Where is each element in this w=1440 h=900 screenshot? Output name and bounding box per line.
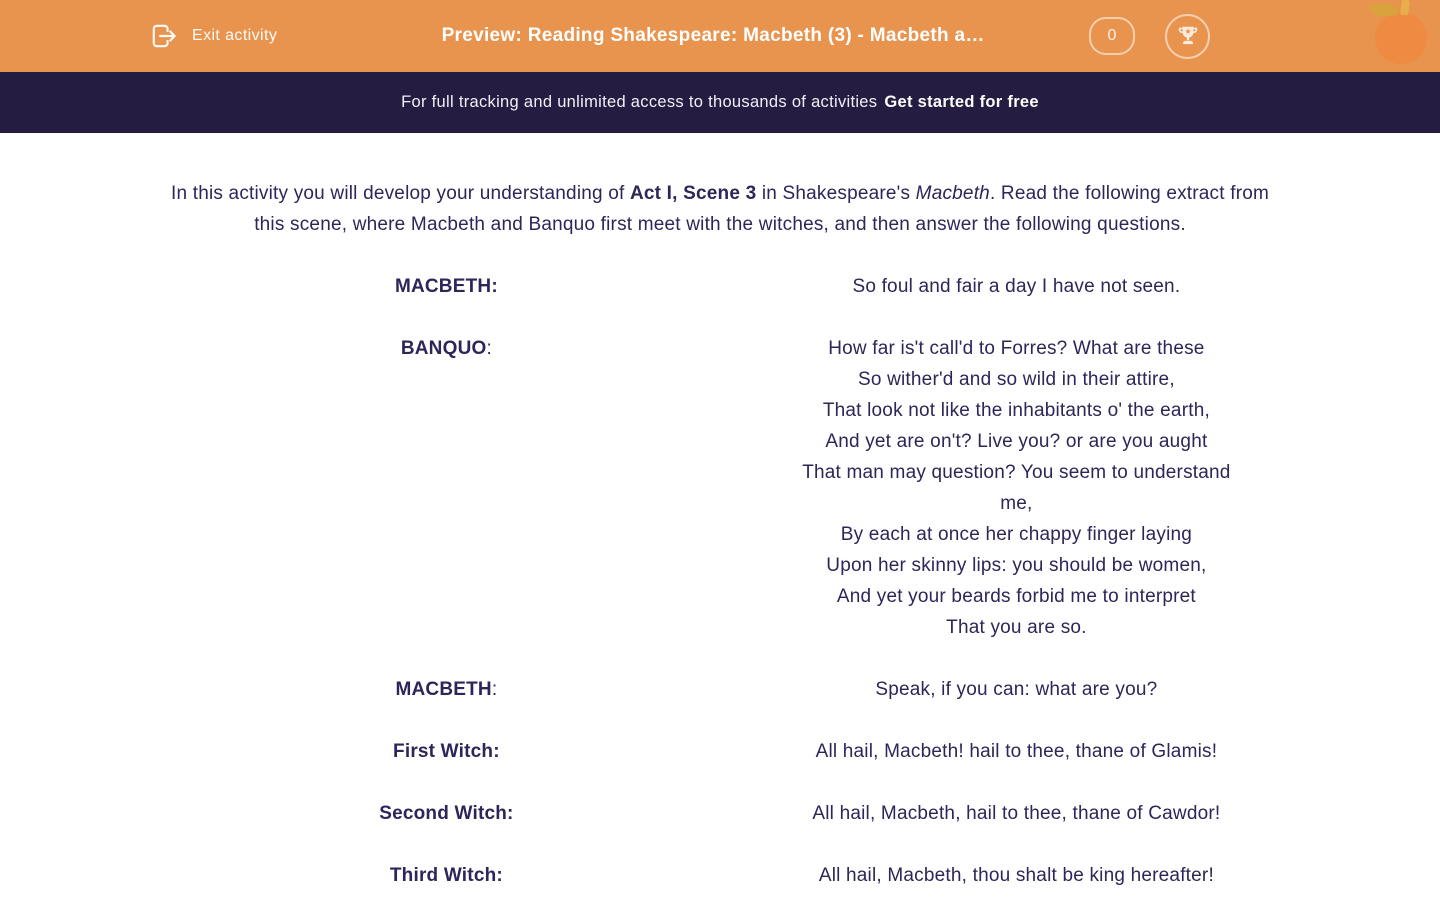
dialogue-row <box>150 736 1290 767</box>
dialogue <box>150 271 1290 891</box>
speech-line: All hail, Macbeth! hail to thee, thane of Glamis! <box>815 741 1218 762</box>
get-started-link[interactable]: Get started for free <box>884 93 1039 111</box>
speech-line: That you are so. <box>946 617 1087 638</box>
speech-line: So wither'd and so wild in their attire, <box>857 369 1175 390</box>
speech-line: me, <box>1000 493 1033 514</box>
speaker-colon: : <box>491 679 498 700</box>
intro-segment: Macbeth <box>915 183 990 204</box>
dialogue-row <box>150 860 1290 891</box>
speaker-cell <box>150 333 743 643</box>
page-title: Preview: Reading Shakespeare: Macbeth (3) - Macbeth a… <box>441 25 985 46</box>
speaker-name: Third Witch: <box>389 865 503 886</box>
speech-line: How far is't call'd to Forres? What are these <box>828 338 1205 359</box>
exit-activity-button[interactable] <box>148 20 277 52</box>
dialogue-row <box>150 674 1290 705</box>
speech-line: So foul and fair a day I have not seen. <box>852 276 1181 297</box>
intro-segment: In this activity you will develop your understanding of <box>170 183 630 204</box>
intro-paragraph <box>150 178 1290 240</box>
speaker-cell <box>150 736 743 767</box>
orange-fruit-logo[interactable] <box>1372 0 1430 64</box>
speech-line: And yet are on't? Live you? or are you aught <box>825 431 1208 452</box>
score-counter-value: 0 <box>1107 27 1117 44</box>
logo-fruit-circle <box>1375 12 1427 64</box>
speech-line: That man may question? You seem to understand <box>802 462 1231 483</box>
speech-cell <box>743 674 1290 705</box>
speech-line: Speak, if you can: what are you? <box>875 679 1158 700</box>
speaker-cell <box>150 271 743 302</box>
dialogue-row <box>150 271 1290 302</box>
header <box>0 0 1440 72</box>
speech-line: And yet your beards forbid me to interpret <box>836 586 1196 607</box>
speaker-colon: : <box>486 338 492 359</box>
intro-segment: . Read the following extract from this scene, where Macbeth and Banquo first meet with the witches, and then answer the following questions. <box>254 183 1270 235</box>
banner-text: For full tracking and unlimited access to thousands of activities <box>401 93 878 111</box>
speech-line: That look not like the inhabitants o' the earth, <box>822 400 1210 421</box>
exit-icon <box>148 20 180 52</box>
trophy-button[interactable] <box>1165 14 1210 59</box>
activity-content <box>150 133 1290 891</box>
speaker-name: First Witch: <box>393 741 500 762</box>
speech-cell <box>743 860 1290 891</box>
speech-line: By each at once her chappy finger laying <box>840 524 1193 545</box>
speaker-name: Second Witch: <box>379 803 514 824</box>
speech-cell <box>743 798 1290 829</box>
exit-activity-label: Exit activity <box>192 27 278 44</box>
speech-cell <box>743 736 1290 767</box>
speech-line: All hail, Macbeth, thou shalt be king hereafter! <box>818 865 1214 886</box>
speaker-cell <box>150 798 743 829</box>
speech-cell <box>743 333 1290 643</box>
speaker-name: MACBETH <box>395 679 492 700</box>
speaker-cell <box>150 860 743 891</box>
header-actions <box>1089 8 1430 64</box>
intro-segment: Act I, Scene 3 <box>629 183 757 204</box>
speech-line: All hail, Macbeth, hail to thee, thane of Cawdor! <box>812 803 1221 824</box>
intro-segment: in Shakespeare's <box>756 183 916 204</box>
speech-line: Upon her skinny lips: you should be women, <box>826 555 1207 576</box>
speaker-name: BANQUO <box>400 338 487 359</box>
score-counter <box>1089 17 1135 55</box>
speech-cell <box>743 271 1290 302</box>
speaker-name: MACBETH: <box>394 276 498 297</box>
speaker-cell <box>150 674 743 705</box>
trophy-icon <box>1175 23 1201 49</box>
signup-banner <box>0 72 1440 133</box>
dialogue-row <box>150 333 1290 643</box>
dialogue-row <box>150 798 1290 829</box>
